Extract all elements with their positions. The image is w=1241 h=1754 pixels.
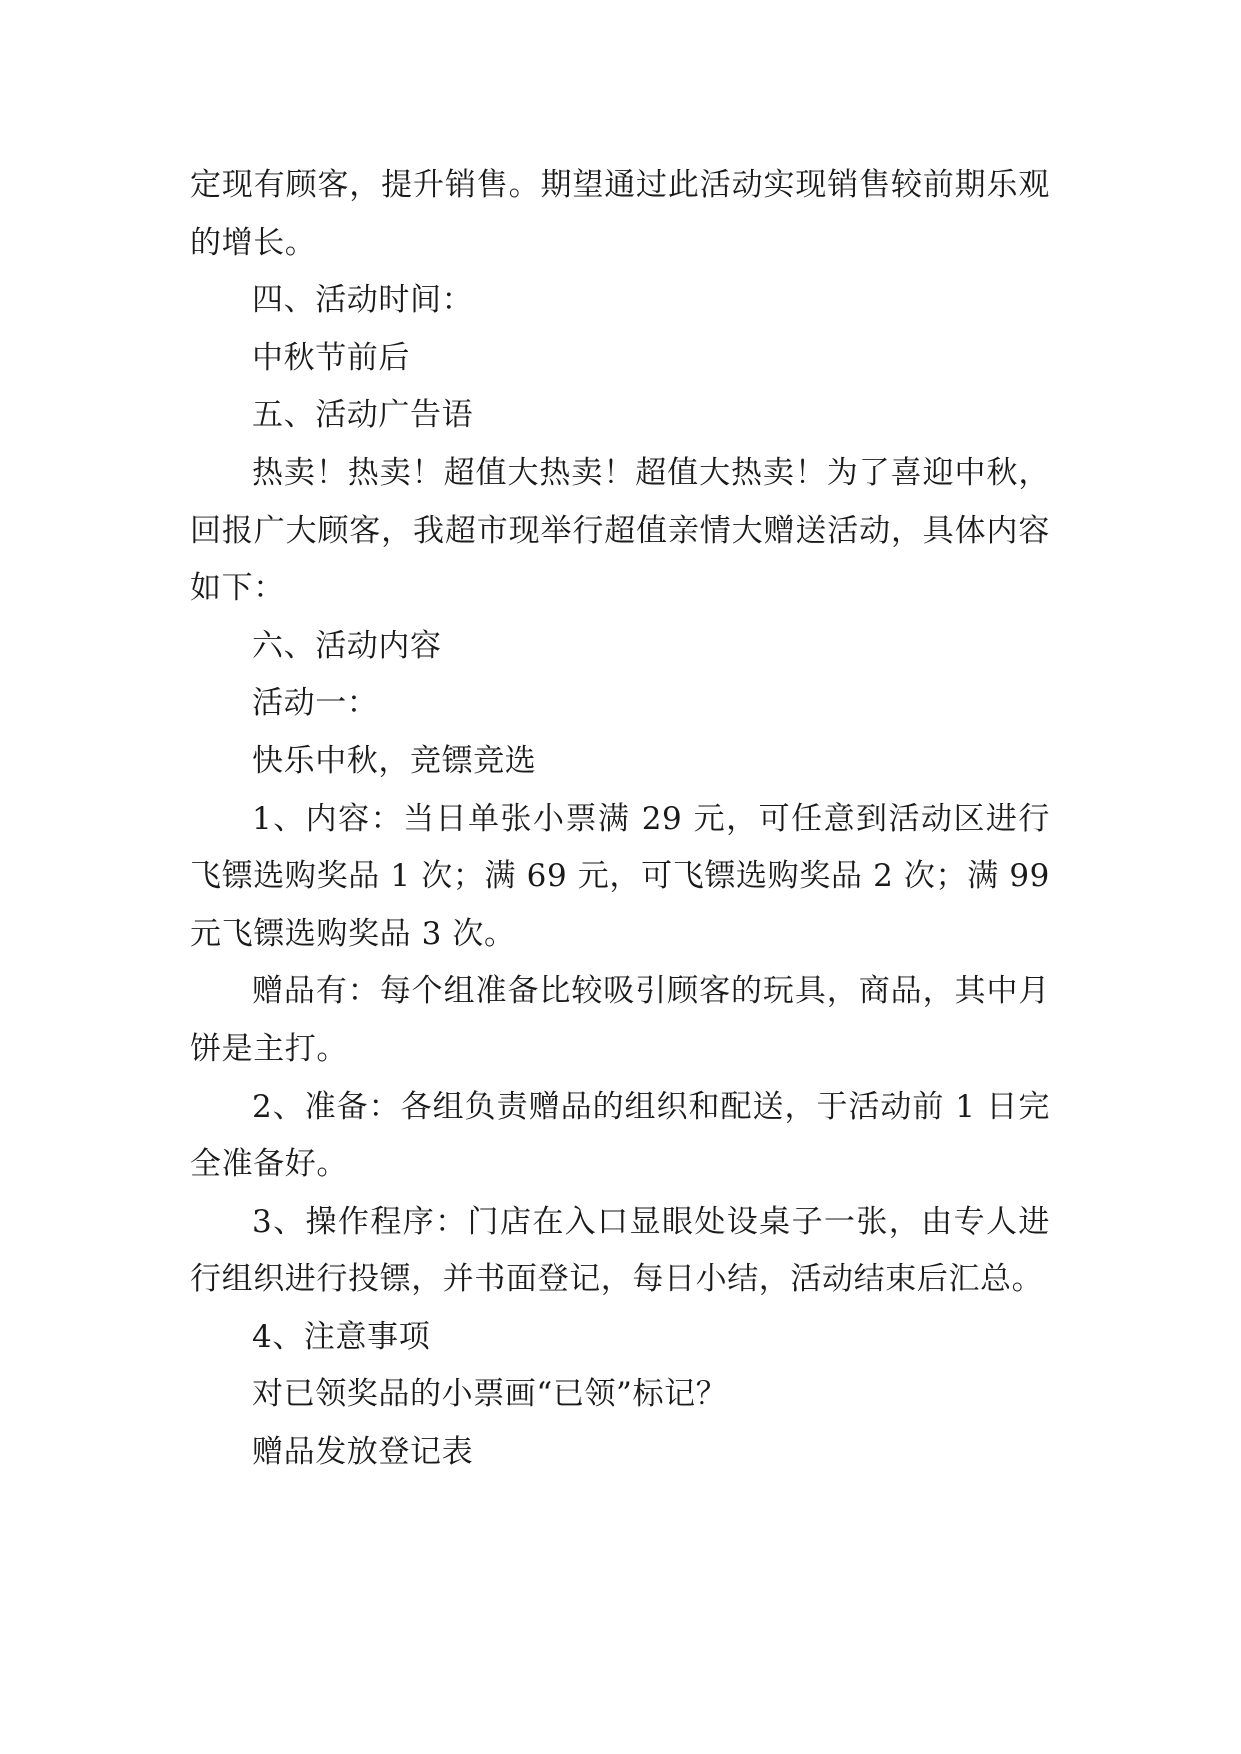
- paragraph-gift-register: 赠品发放登记表: [252, 1434, 474, 1471]
- paragraph-activity-time-value: 中秋节前后: [252, 339, 410, 376]
- paragraph-item-notes: 4、注意事项: [252, 1318, 431, 1355]
- paragraph-slogan: 热卖！热卖！超值大热卖！超值大热卖！为了喜迎中秋，回报广大顾客，我超市现举行超值亲情大赠送活动，具体内容如下：: [190, 454, 1050, 607]
- paragraph-gifts: 赠品有：每个组准备比较吸引顾客的玩具，商品，其中月饼是主打。: [190, 973, 1050, 1067]
- heading-activity-content: 六、活动内容: [252, 627, 442, 664]
- paragraph-item-procedure: 3、操作程序：门店在入口显眼处设桌子一张，由专人进行组织进行投镖，并书面登记，每日小结，活动结束后汇总。: [190, 1203, 1050, 1298]
- heading-activity-time: 四、活动时间：: [252, 282, 474, 319]
- heading-activity-one: 活动一：: [252, 685, 379, 722]
- paragraph-note-mark: 对已领奖品的小票画“已领”标记？: [252, 1376, 728, 1413]
- paragraph-item-preparation: 2、准备：各组负责赠品的组织和配送，于活动前 1 日完全准备好。: [190, 1088, 1050, 1183]
- paragraph-continuation: 定现有顾客，提升销售。期望通过此活动实现销售较前期乐观的增长。: [190, 167, 1050, 261]
- heading-slogan: 五、活动广告语: [252, 397, 474, 434]
- document-body: [190, 157, 1050, 1482]
- paragraph-activity-one-title: 快乐中秋，竞镖竞选: [252, 742, 537, 779]
- paragraph-item-content: 1、内容：当日单张小票满 29 元，可任意到活动区进行飞镖选购奖品 1 次；满 69 元，可飞镖选购奖品 2 次；满 99 元飞镖选购奖品 3 次。: [190, 800, 1050, 952]
